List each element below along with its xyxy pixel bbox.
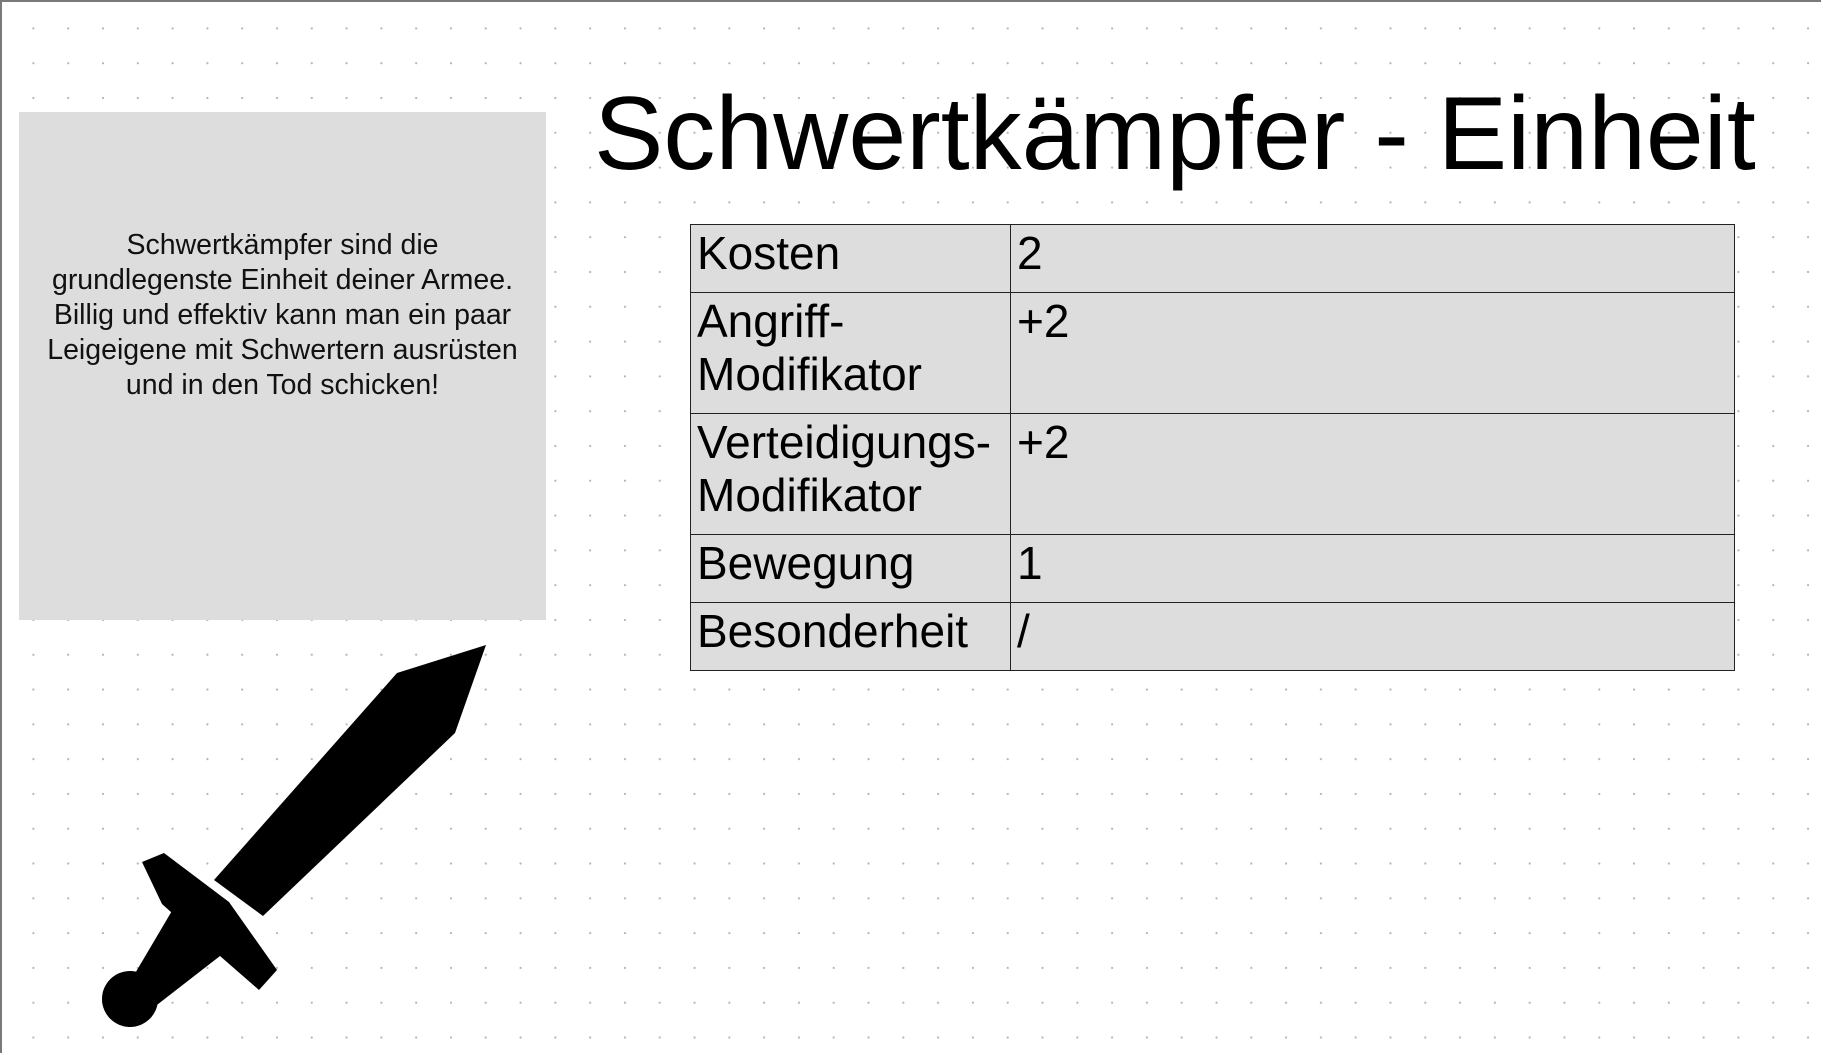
stat-label: Bewegung (691, 535, 1011, 603)
stat-label: Kosten (691, 225, 1011, 293)
stat-label-line: Angriff- Modifikator (697, 295, 922, 400)
stat-label (691, 293, 1011, 414)
stat-value: / (1011, 603, 1735, 671)
table-row (691, 414, 1735, 535)
page-title: Schwertkämpfer - Einheit (594, 76, 1756, 192)
stat-label-line: Verteidigungs- Modifikator (697, 416, 992, 521)
description-text: Schwertkämpfer sind die grundlegenste Einheit deiner Armee. Billig und effektiv kann man ein paar Leigeigene mit Schwertern ausrüsten und in den Tod schicken! (47, 228, 518, 401)
table-row (691, 225, 1735, 293)
description-box (19, 112, 546, 620)
table-row (691, 603, 1735, 671)
stat-value: 2 (1011, 225, 1735, 293)
stat-value: +2 (1011, 414, 1735, 535)
stats-table (690, 224, 1735, 671)
stat-value: 1 (1011, 535, 1735, 603)
stat-label (691, 414, 1011, 535)
stat-value: +2 (1011, 293, 1735, 414)
table-row (691, 293, 1735, 414)
stat-label: Besonderheit (691, 603, 1011, 671)
table-row (691, 535, 1735, 603)
